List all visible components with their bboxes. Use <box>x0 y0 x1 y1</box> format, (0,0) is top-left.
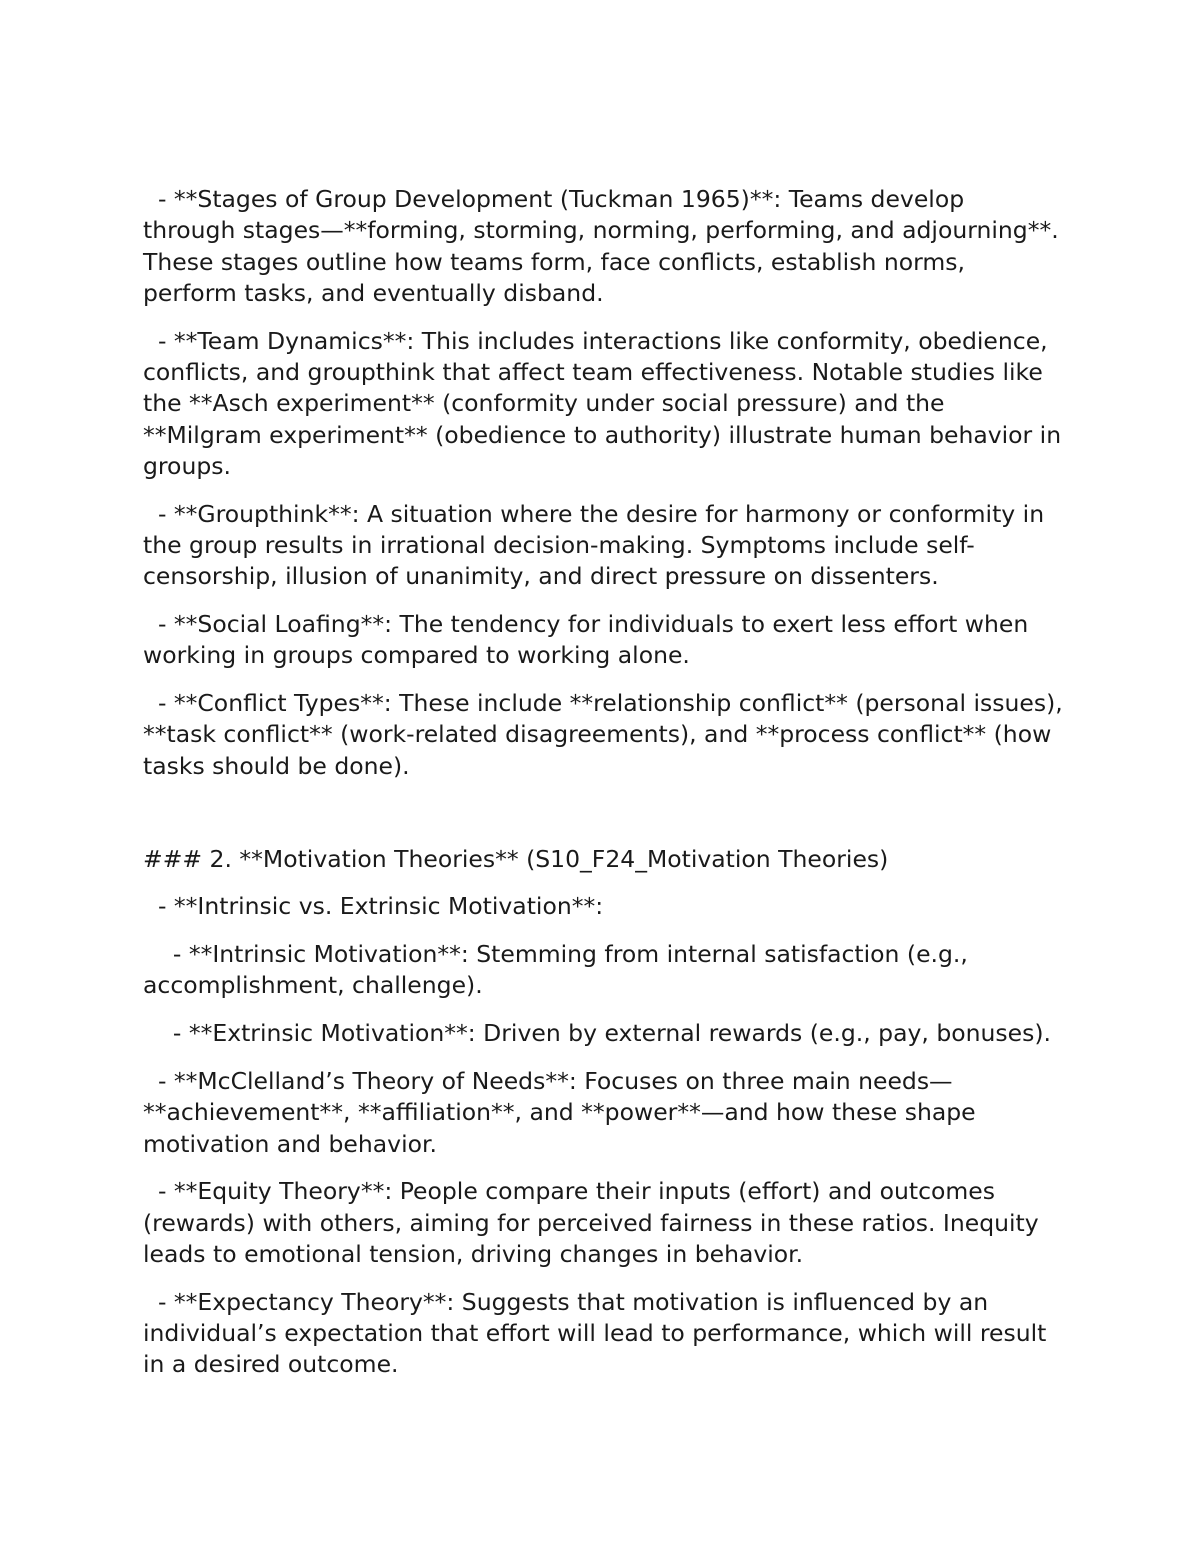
paragraph-extrinsic-motivation: - **Extrinsic Motivation**: Driven by external rewards (e.g., pay, bonuses). <box>143 1019 1051 1048</box>
paragraph-intrinsic-vs-extrinsic: - **Intrinsic vs. Extrinsic Motivation**: <box>143 892 604 921</box>
section-heading-motivation-theories: ### 2. **Motivation Theories** (S10_F24_Motivation Theories) <box>143 844 889 873</box>
paragraph-stages-of-group-development: - **Stages of Group Development (Tuckman 1965)**: Teams develop through stages—**forming, storming, norming, performing, and adjourning**. These stages outline how teams form, face conflicts, establish norms, perform tasks, and eventually disband. <box>143 185 1067 307</box>
paragraph-conflict-types: - **Conflict Types**: These include **relationship conflict** (personal issues), **task conflict** (work-related disagreements), and **process conflict** (how tasks should be done). <box>143 689 1071 780</box>
section-gap <box>143 799 1063 844</box>
paragraph-team-dynamics: - **Team Dynamics**: This includes interactions like conformity, obedience, conflicts, and groupthink that affect team effectiveness. Notable studies like the **Asch experiment** (conformity under social pressure) and the **Milgram experiment** (obedience to authority) illustrate human behavior in groups. <box>143 326 1069 480</box>
paragraph-social-loafing: - **Social Loafing**: The tendency for individuals to exert less effort when working in groups compared to working alone. <box>143 610 1036 670</box>
paragraph-mcclelland-theory: - **McClelland’s Theory of Needs**: Focuses on three main needs—**achievement**, **affiliation**, and **power**—and how these shape motivation and behavior. <box>143 1067 984 1158</box>
paragraph-equity-theory: - **Equity Theory**: People compare their inputs (effort) and outcomes (rewards) with others, aiming for perceived fairness in these ratios. Inequity leads to emotional tension, driving changes in behavior. <box>143 1177 1047 1269</box>
paragraph-expectancy-theory: - **Expectancy Theory**: Suggests that motivation is influenced by an individual’s expectation that effort will lead to performance, which will result in a desired outcome. <box>143 1287 1054 1379</box>
paragraph-groupthink: - **Groupthink**: A situation where the desire for harmony or conformity in the group results in irrational decision-making. Symptoms include self-censorship, illusion of unanimity, and direct pressure on dissenters. <box>143 499 1052 591</box>
document-body <box>143 184 1071 1397</box>
paragraph-intrinsic-motivation: - **Intrinsic Motivation**: Stemming from internal satisfaction (e.g., accomplishment, challenge). <box>143 940 976 1000</box>
